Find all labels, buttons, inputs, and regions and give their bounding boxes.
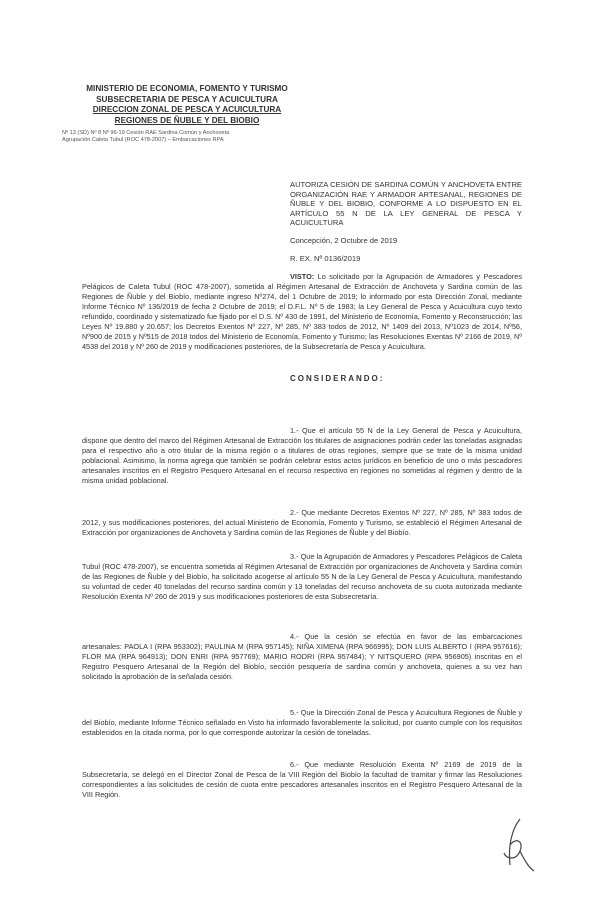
signature-icon [490,815,540,875]
visto-paragraph [82,272,522,352]
visto-text: Lo solicitado por la Agrupación de Armadores y Pescadores Pelágicos de Caleta Tubul (ROC 478-2007), sometida al Régimen Artesanal de Extracción de Anchoveta y Sardina común de las Regiones de Ñuble y del Biobío, mediante ingreso Nº274, del 1 Octubre de 2019; lo informado por esta Dirección Zonal, mediante Informe Técnico Nº 136/2019 de fecha 2 Octubre de 2019; el D.F.L. Nº 5 de 1983; la Ley General de Pesca y Acuicultura cuyo texto refundido, coordinado y sistematizado fue fijado por el D.S. Nº 430 de 1991, del Ministerio de Economía, Fomento y Reconstrucción; las Leyes Nº 19.880 y 20.657; los Decretos Exentos Nº 227, Nº 285, Nº 383 todos de 2012, Nº 1409 del 2013, Nº1023 de 2014, Nº56, Nº900 de 2015 y Nº515 de 2018 todos del Ministerio de Economía, Fomento y Turismo; las Resoluciones Exentas Nº 2166 de 2019, Nº 4538 del 2018 y Nº 260 de 2019 y modificaciones posteriores, de la Subsecretaría de Pesca y Acuicultura. [82,272,522,351]
considerando-5: 5.- Que la Dirección Zonal de Pesca y Acuicultura Regiones de Ñuble y del Biobío, mediante Informe Técnico señalado en Visto ha informado favorablemente la solicitud, por cuanto cumple con los requisitos establecidos en la citada norma, por lo que corresponde autorizar la cesión de toneladas. [82,708,522,737]
ministry-line-2: SUBSECRETARIA DE PESCA Y ACUICULTURA [96,94,278,104]
considerando-1: 1.- Que el artículo 55 N de la Ley General de Pesca y Acuicultura, dispone que dentro del marco del Régimen Artesanal de Extracción los titulares de asignaciones podrán ceder las toneladas asignadas para el respectivo año a otro titular de la misma región o a titulares de otras regiones, siempre que se trate de la misma unidad poblacional. Asimismo, la norma agrega que también se podrán celebrar estos actos jurídicos en beneficio de uno o más pescadores artesanales inscritos en el Registro Pesquero Artesanal en el recurso respectivo en regiones no sometidas al régimen y dentro de la misma unidad poblacional. [82,426,522,485]
visto-label: VISTO: [290,272,315,281]
considerando-3: 3.- Que la Agrupación de Armadores y Pescadores Pelágicos de Caleta Tubul (ROC 478-2007), se encuentra sometida al Régimen Artesanal de Extracción por organizaciones de Anchoveta y Sardina común de las Regiones de Ñuble y del Biobío, ha solicitado acogerse al artículo 55 N de la Ley General de Pesca y Acuicultura, manifestando su voluntad de ceder 40 toneladas del recurso sardina común y 13 toneladas del recurso anchoveta de su cuota autorizada mediante Resolución Exenta Nº 260 de 2019 y sus modificaciones posteriores de esta Subsecretaría. [82,552,522,601]
considerando-heading: CONSIDERANDO: [290,374,385,383]
reference-line-1: Nº 13 (SD) Nº 8 Nº 96-19 Cesión RAE Sardina Común y Anchoveta [62,130,230,136]
reference-note [62,130,312,144]
resolution-title: AUTORIZA CESIÓN DE SARDINA COMÚN Y ANCHOVETA ENTRE ORGANIZACIÓN RAE Y ARMADOR ARTESANAL, REGIONES DE ÑUBLE Y DEL BIOBIO, CONFORME A LO DISPUESTO EN EL ARTÍCULO 55 N DE LA LEY GENERAL DE PESCA Y ACUICULTURA [290,180,522,228]
resolution-number: R. EX. Nº 0136/2019 [290,254,361,263]
signature-mark [490,815,540,880]
considerando-4: 4.- Que la cesión se efectúa en favor de las embarcaciones artesanales: PAOLA I (RPA 953302); PAULINA M (RPA 957145); NIÑA XIMENA (RPA 966995); DON LUIS ALBERTO I (RPA 957616); FLOR MA (RPA 964913); DON ENRI (RPA 957769); MARIO RODRI (RPA 957484); Y NITSQUERO (RPA 956905) inscritas en el Registro Pesquero Artesanal de la Región del Biobío, sección pesquería de sardina común y anchoveta, quienes a su vez han solicitado la aprobación de la señalada cesión. [82,632,522,681]
considerando-6: 6.- Que mediante Resolución Exenta Nº 2169 de 2019 de la Subsecretaría, se delegó en el Director Zonal de Pesca de la VIII Región del Biobío la facultad de tramitar y firmar las Resoluciones correspondientes a las solicitudes de cesión de cuota entre pescadores artesanales inscritos en el Registro Pesquero Artesanal de la VIII Región. [82,760,522,799]
considerando-2: 2.- Que mediante Decretos Exentos Nº 227, Nº 285, Nº 383 todos de 2012, y sus modificaciones posteriores, del actual Ministerio de Economía, Fomento y Turismo, se estableció el Régimen Artesanal de Extracción por organizaciones de Anchoveta y Sardina común de las Regiones de Ñuble y del Biobío. [82,508,522,537]
ministry-line-1: MINISTERIO DE ECONOMIA, FOMENTO Y TURISMO [86,84,288,93]
header-block [62,84,312,126]
place-date: Concepción, 2 Octubre de 2019 [290,236,398,245]
regions-name: REGIONES DE ÑUBLE Y DEL BIOBIO [114,115,260,125]
reference-line-2: Agrupación Caleta Tubul (ROC 478-2007) – Embarcaciones RPA [62,137,224,143]
direction-name: DIRECCION ZONAL DE PESCA Y ACUICULTURA [92,105,282,114]
